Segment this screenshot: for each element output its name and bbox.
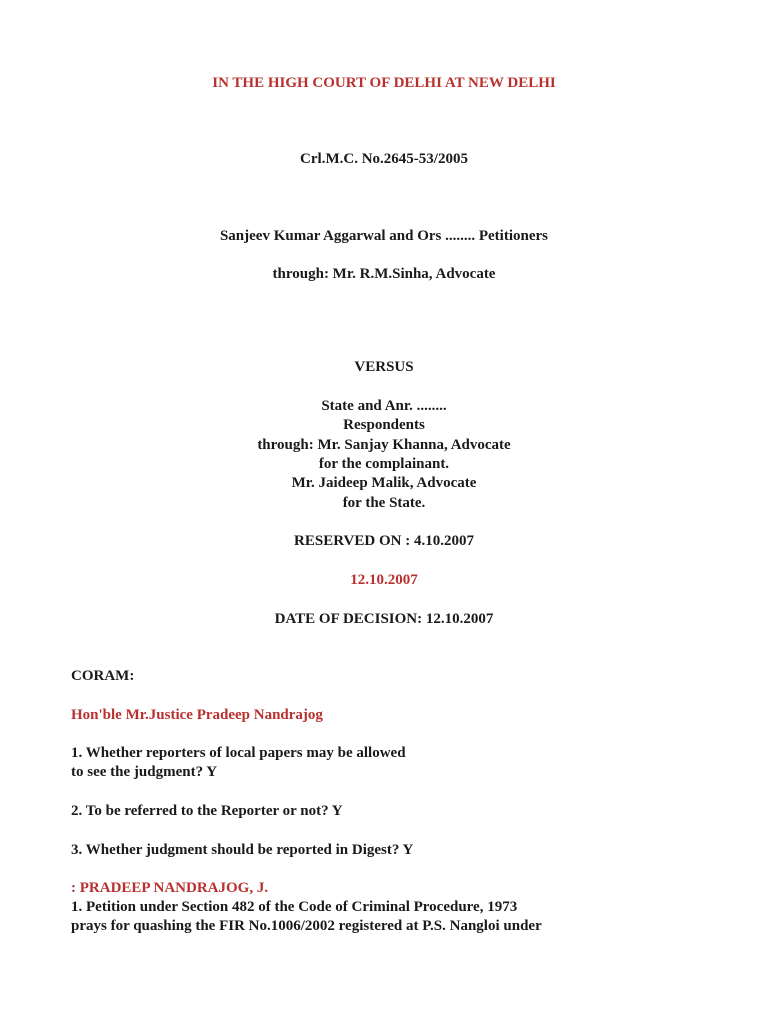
question-1-line-1: 1. Whether reporters of local papers may be allowed xyxy=(71,745,406,761)
date-of-decision: DATE OF DECISION: 12.10.2007 xyxy=(274,611,494,627)
respondents-counsel-2: Mr. Jaideep Malik, Advocate xyxy=(291,475,477,491)
question-1-line-2: to see the judgment? Y xyxy=(71,764,218,780)
question-2: 2. To be referred to the Reporter or not? Y xyxy=(71,803,343,819)
petitioners-counsel: through: Mr. R.M.Sinha, Advocate xyxy=(272,266,496,282)
court-title: IN THE HIGH COURT OF DELHI AT NEW DELHI xyxy=(212,75,556,91)
respondents-line: State and Anr. ........ xyxy=(321,398,447,414)
question-3: 3. Whether judgment should be reported in Digest? Y xyxy=(71,842,414,858)
coram-judge: Hon'ble Mr.Justice Pradeep Nandrajog xyxy=(71,707,323,723)
respondents-label: Respondents xyxy=(343,417,425,433)
judgment-para-1-line-2: prays for quashing the FIR No.1006/2002 registered at P.S. Nangloi under xyxy=(71,918,542,934)
reserved-on: RESERVED ON : 4.10.2007 xyxy=(294,533,474,549)
respondents-counsel-1: through: Mr. Sanjay Khanna, Advocate xyxy=(257,437,511,453)
judgment-para-1-line-1: 1. Petition under Section 482 of the Code of Criminal Procedure, 1973 xyxy=(71,899,518,915)
respondents-counsel-2-role: for the State. xyxy=(342,495,426,511)
judgment-author: : PRADEEP NANDRAJOG, J. xyxy=(71,880,269,896)
date-highlight: 12.10.2007 xyxy=(350,572,418,588)
versus-label: VERSUS xyxy=(354,359,414,375)
respondents-counsel-1-role: for the complainant. xyxy=(318,456,450,472)
petitioners-line: Sanjeev Kumar Aggarwal and Ors ........ Petitioners xyxy=(219,228,549,244)
coram-label: CORAM: xyxy=(71,668,135,684)
case-number: Crl.M.C. No.2645-53/2005 xyxy=(300,151,468,167)
